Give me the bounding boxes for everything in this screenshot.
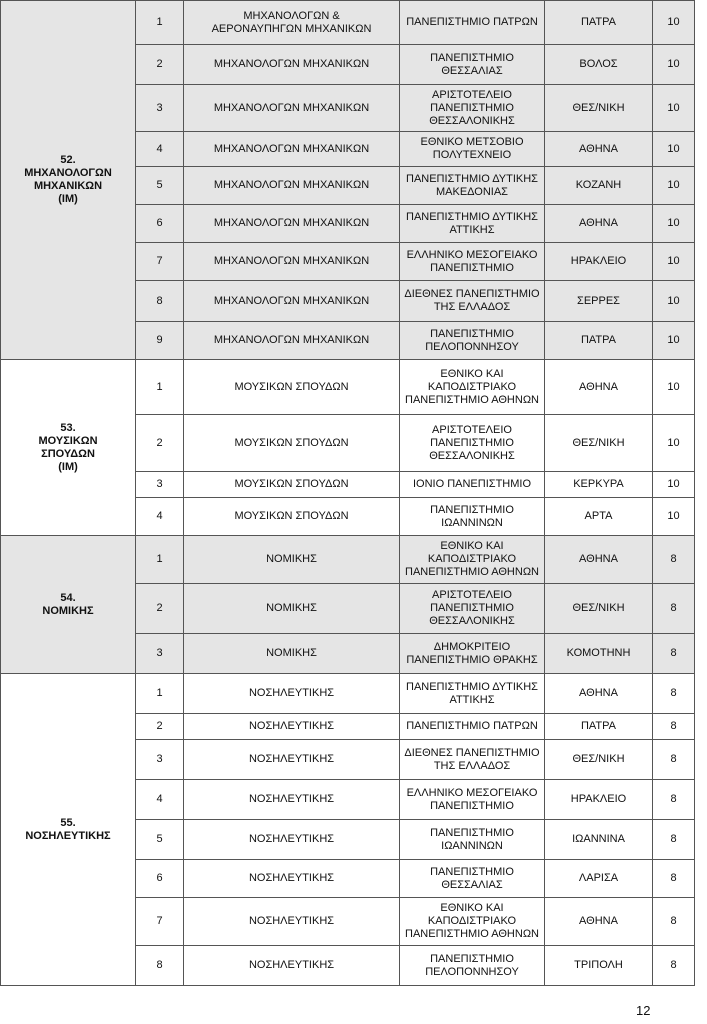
row-number-cell: 1 [136, 1, 184, 45]
score-cell: 8 [653, 740, 695, 780]
city-cell: ΘΕΣ/ΝΙΚΗ [545, 740, 653, 780]
row-number-cell: 5 [136, 167, 184, 205]
city-cell: ΒΟΛΟΣ [545, 45, 653, 85]
score-cell: 8 [653, 674, 695, 714]
university-cell: ΑΡΙΣΤΟΤΕΛΕΙΟ ΠΑΝΕΠΙΣΤΗΜΙΟ ΘΕΣΣΑΛΟΝΙΚΗΣ [400, 85, 545, 132]
city-cell: ΛΑΡΙΣΑ [545, 860, 653, 898]
department-cell: ΜΟΥΣΙΚΩΝ ΣΠΟΥΔΩΝ [184, 498, 400, 536]
row-number-cell: 4 [136, 780, 184, 820]
department-cell: ΝΟΣΗΛΕΥΤΙΚΗΣ [184, 674, 400, 714]
score-cell: 10 [653, 415, 695, 472]
row-number-cell: 4 [136, 132, 184, 167]
city-cell: ΠΑΤΡΑ [545, 322, 653, 360]
row-number-cell: 7 [136, 898, 184, 946]
university-cell: ΠΑΝΕΠΙΣΤΗΜΙΟ ΘΕΣΣΑΛΙΑΣ [400, 45, 545, 85]
university-cell: ΠΑΝΕΠΙΣΤΗΜΙΟ ΠΕΛΟΠΟΝΝΗΣΟΥ [400, 946, 545, 986]
score-cell: 10 [653, 1, 695, 45]
department-cell: ΝΟΣΗΛΕΥΤΙΚΗΣ [184, 780, 400, 820]
department-cell: ΜΗΧΑΝΟΛΟΓΩΝ ΜΗΧΑΝΙΚΩΝ [184, 281, 400, 322]
score-cell: 8 [653, 946, 695, 986]
university-cell: ΕΛΛΗΝΙΚΟ ΜΕΣΟΓΕΙΑΚΟ ΠΑΝΕΠΙΣΤΗΜΙΟ [400, 243, 545, 281]
department-group-label: 55. ΝΟΣΗΛΕΥΤΙΚΗΣ [1, 674, 136, 986]
score-cell: 8 [653, 634, 695, 674]
row-number-cell: 8 [136, 281, 184, 322]
city-cell: ΚΕΡΚΥΡΑ [545, 472, 653, 498]
university-cell: ΔΗΜΟΚΡΙΤΕΙΟ ΠΑΝΕΠΙΣΤΗΜΙΟ ΘΡΑΚΗΣ [400, 634, 545, 674]
city-cell: ΘΕΣ/ΝΙΚΗ [545, 415, 653, 472]
city-cell: ΠΑΤΡΑ [545, 1, 653, 45]
row-number-cell: 2 [136, 714, 184, 740]
university-cell: ΔΙΕΘΝΕΣ ΠΑΝΕΠΙΣΤΗΜΙΟ ΤΗΣ ΕΛΛΑΔΟΣ [400, 740, 545, 780]
university-cell: ΠΑΝΕΠΙΣΤΗΜΙΟ ΘΕΣΣΑΛΙΑΣ [400, 860, 545, 898]
university-cell: ΠΑΝΕΠΙΣΤΗΜΙΟ ΠΕΛΟΠΟΝΝΗΣΟΥ [400, 322, 545, 360]
department-group-label: 54. ΝΟΜΙΚΗΣ [1, 536, 136, 674]
row-number-cell: 3 [136, 740, 184, 780]
score-cell: 10 [653, 205, 695, 243]
row-number-cell: 6 [136, 860, 184, 898]
row-number-cell: 4 [136, 498, 184, 536]
city-cell: ΙΩΑΝΝΙΝΑ [545, 820, 653, 860]
city-cell: ΑΘΗΝΑ [545, 360, 653, 415]
page-number: 12 [636, 1003, 651, 1018]
city-cell: ΑΘΗΝΑ [545, 536, 653, 584]
university-cell: ΠΑΝΕΠΙΣΤΗΜΙΟ ΔΥΤΙΚΗΣ ΜΑΚΕΔΟΝΙΑΣ [400, 167, 545, 205]
department-cell: ΜΗΧΑΝΟΛΟΓΩΝ & ΑΕΡΟΝΑΥΠΗΓΩΝ ΜΗΧΑΝΙΚΩΝ [184, 1, 400, 45]
score-cell: 10 [653, 85, 695, 132]
row-number-cell: 7 [136, 243, 184, 281]
score-cell: 8 [653, 780, 695, 820]
score-cell: 10 [653, 167, 695, 205]
table-row [1, 674, 695, 714]
department-cell: ΜΗΧΑΝΟΛΟΓΩΝ ΜΗΧΑΝΙΚΩΝ [184, 85, 400, 132]
department-group-label: 52. ΜΗΧΑΝΟΛΟΓΩΝ ΜΗΧΑΝΙΚΩΝ (IM) [1, 1, 136, 360]
department-cell: ΜΟΥΣΙΚΩΝ ΣΠΟΥΔΩΝ [184, 472, 400, 498]
university-cell: ΠΑΝΕΠΙΣΤΗΜΙΟ ΠΑΤΡΩΝ [400, 1, 545, 45]
city-cell: ΘΕΣ/ΝΙΚΗ [545, 85, 653, 132]
score-cell: 10 [653, 472, 695, 498]
score-cell: 10 [653, 360, 695, 415]
university-cell: ΙΟΝΙΟ ΠΑΝΕΠΙΣΤΗΜΙΟ [400, 472, 545, 498]
city-cell: ΗΡΑΚΛΕΙΟ [545, 780, 653, 820]
row-number-cell: 1 [136, 674, 184, 714]
score-cell: 8 [653, 536, 695, 584]
score-cell: 10 [653, 243, 695, 281]
department-cell: ΝΟΜΙΚΗΣ [184, 584, 400, 634]
department-group-label: 53. ΜΟΥΣΙΚΩΝ ΣΠΟΥΔΩΝ (IM) [1, 360, 136, 536]
table-row [1, 536, 695, 584]
row-number-cell: 2 [136, 584, 184, 634]
row-number-cell: 3 [136, 472, 184, 498]
city-cell: ΘΕΣ/ΝΙΚΗ [545, 584, 653, 634]
department-cell: ΜΗΧΑΝΟΛΟΓΩΝ ΜΗΧΑΝΙΚΩΝ [184, 322, 400, 360]
university-cell: ΕΛΛΗΝΙΚΟ ΜΕΣΟΓΕΙΑΚΟ ΠΑΝΕΠΙΣΤΗΜΙΟ [400, 780, 545, 820]
department-cell: ΜΟΥΣΙΚΩΝ ΣΠΟΥΔΩΝ [184, 415, 400, 472]
score-cell: 8 [653, 860, 695, 898]
department-cell: ΜΗΧΑΝΟΛΟΓΩΝ ΜΗΧΑΝΙΚΩΝ [184, 132, 400, 167]
department-cell: ΝΟΣΗΛΕΥΤΙΚΗΣ [184, 860, 400, 898]
department-cell: ΜΗΧΑΝΟΛΟΓΩΝ ΜΗΧΑΝΙΚΩΝ [184, 243, 400, 281]
city-cell: ΗΡΑΚΛΕΙΟ [545, 243, 653, 281]
score-cell: 10 [653, 498, 695, 536]
table-body [1, 1, 695, 986]
table-row [1, 360, 695, 415]
city-cell: ΣΕΡΡΕΣ [545, 281, 653, 322]
department-cell: ΜΟΥΣΙΚΩΝ ΣΠΟΥΔΩΝ [184, 360, 400, 415]
score-cell: 8 [653, 898, 695, 946]
university-cell: ΠΑΝΕΠΙΣΤΗΜΙΟ ΙΩΑΝΝΙΝΩΝ [400, 820, 545, 860]
university-cell: ΕΘΝΙΚΟ ΚΑΙ ΚΑΠΟΔΙΣΤΡΙΑΚΟ ΠΑΝΕΠΙΣΤΗΜΙΟ ΑΘΗΝΩΝ [400, 360, 545, 415]
row-number-cell: 3 [136, 634, 184, 674]
department-cell: ΜΗΧΑΝΟΛΟΓΩΝ ΜΗΧΑΝΙΚΩΝ [184, 205, 400, 243]
university-cell: ΠΑΝΕΠΙΣΤΗΜΙΟ ΙΩΑΝΝΙΝΩΝ [400, 498, 545, 536]
university-cell: ΑΡΙΣΤΟΤΕΛΕΙΟ ΠΑΝΕΠΙΣΤΗΜΙΟ ΘΕΣΣΑΛΟΝΙΚΗΣ [400, 415, 545, 472]
department-cell: ΝΟΜΙΚΗΣ [184, 634, 400, 674]
city-cell: ΑΡΤΑ [545, 498, 653, 536]
university-cell: ΕΘΝΙΚΟ ΜΕΤΣΟΒΙΟ ΠΟΛΥΤΕΧΝΕΙΟ [400, 132, 545, 167]
department-cell: ΝΟΜΙΚΗΣ [184, 536, 400, 584]
university-cell: ΠΑΝΕΠΙΣΤΗΜΙΟ ΔΥΤΙΚΗΣ ΑΤΤΙΚΗΣ [400, 674, 545, 714]
row-number-cell: 5 [136, 820, 184, 860]
department-cell: ΝΟΣΗΛΕΥΤΙΚΗΣ [184, 714, 400, 740]
city-cell: ΑΘΗΝΑ [545, 205, 653, 243]
department-cell: ΝΟΣΗΛΕΥΤΙΚΗΣ [184, 740, 400, 780]
table-row [1, 1, 695, 45]
university-cell: ΔΙΕΘΝΕΣ ΠΑΝΕΠΙΣΤΗΜΙΟ ΤΗΣ ΕΛΛΑΔΟΣ [400, 281, 545, 322]
university-cell: ΑΡΙΣΤΟΤΕΛΕΙΟ ΠΑΝΕΠΙΣΤΗΜΙΟ ΘΕΣΣΑΛΟΝΙΚΗΣ [400, 584, 545, 634]
city-cell: ΚΟΜΟΤΗΝΗ [545, 634, 653, 674]
row-number-cell: 9 [136, 322, 184, 360]
row-number-cell: 8 [136, 946, 184, 986]
university-cell: ΕΘΝΙΚΟ ΚΑΙ ΚΑΠΟΔΙΣΤΡΙΑΚΟ ΠΑΝΕΠΙΣΤΗΜΙΟ ΑΘΗΝΩΝ [400, 536, 545, 584]
university-cell: ΠΑΝΕΠΙΣΤΗΜΙΟ ΔΥΤΙΚΗΣ ΑΤΤΙΚΗΣ [400, 205, 545, 243]
score-cell: 10 [653, 281, 695, 322]
city-cell: ΚΟΖΑΝΗ [545, 167, 653, 205]
row-number-cell: 1 [136, 360, 184, 415]
city-cell: ΑΘΗΝΑ [545, 132, 653, 167]
city-cell: ΠΑΤΡΑ [545, 714, 653, 740]
department-cell: ΝΟΣΗΛΕΥΤΙΚΗΣ [184, 820, 400, 860]
department-cell: ΜΗΧΑΝΟΛΟΓΩΝ ΜΗΧΑΝΙΚΩΝ [184, 167, 400, 205]
department-cell: ΝΟΣΗΛΕΥΤΙΚΗΣ [184, 946, 400, 986]
score-cell: 10 [653, 132, 695, 167]
row-number-cell: 3 [136, 85, 184, 132]
university-cell: ΠΑΝΕΠΙΣΤΗΜΙΟ ΠΑΤΡΩΝ [400, 714, 545, 740]
row-number-cell: 1 [136, 536, 184, 584]
score-cell: 10 [653, 322, 695, 360]
city-cell: ΑΘΗΝΑ [545, 674, 653, 714]
row-number-cell: 2 [136, 415, 184, 472]
department-cell: ΝΟΣΗΛΕΥΤΙΚΗΣ [184, 898, 400, 946]
row-number-cell: 6 [136, 205, 184, 243]
score-cell: 8 [653, 584, 695, 634]
city-cell: ΑΘΗΝΑ [545, 898, 653, 946]
university-cell: ΕΘΝΙΚΟ ΚΑΙ ΚΑΠΟΔΙΣΤΡΙΑΚΟ ΠΑΝΕΠΙΣΤΗΜΙΟ ΑΘΗΝΩΝ [400, 898, 545, 946]
score-cell: 10 [653, 45, 695, 85]
score-cell: 8 [653, 714, 695, 740]
score-cell: 8 [653, 820, 695, 860]
department-cell: ΜΗΧΑΝΟΛΟΓΩΝ ΜΗΧΑΝΙΚΩΝ [184, 45, 400, 85]
city-cell: ΤΡΙΠΟΛΗ [545, 946, 653, 986]
row-number-cell: 2 [136, 45, 184, 85]
